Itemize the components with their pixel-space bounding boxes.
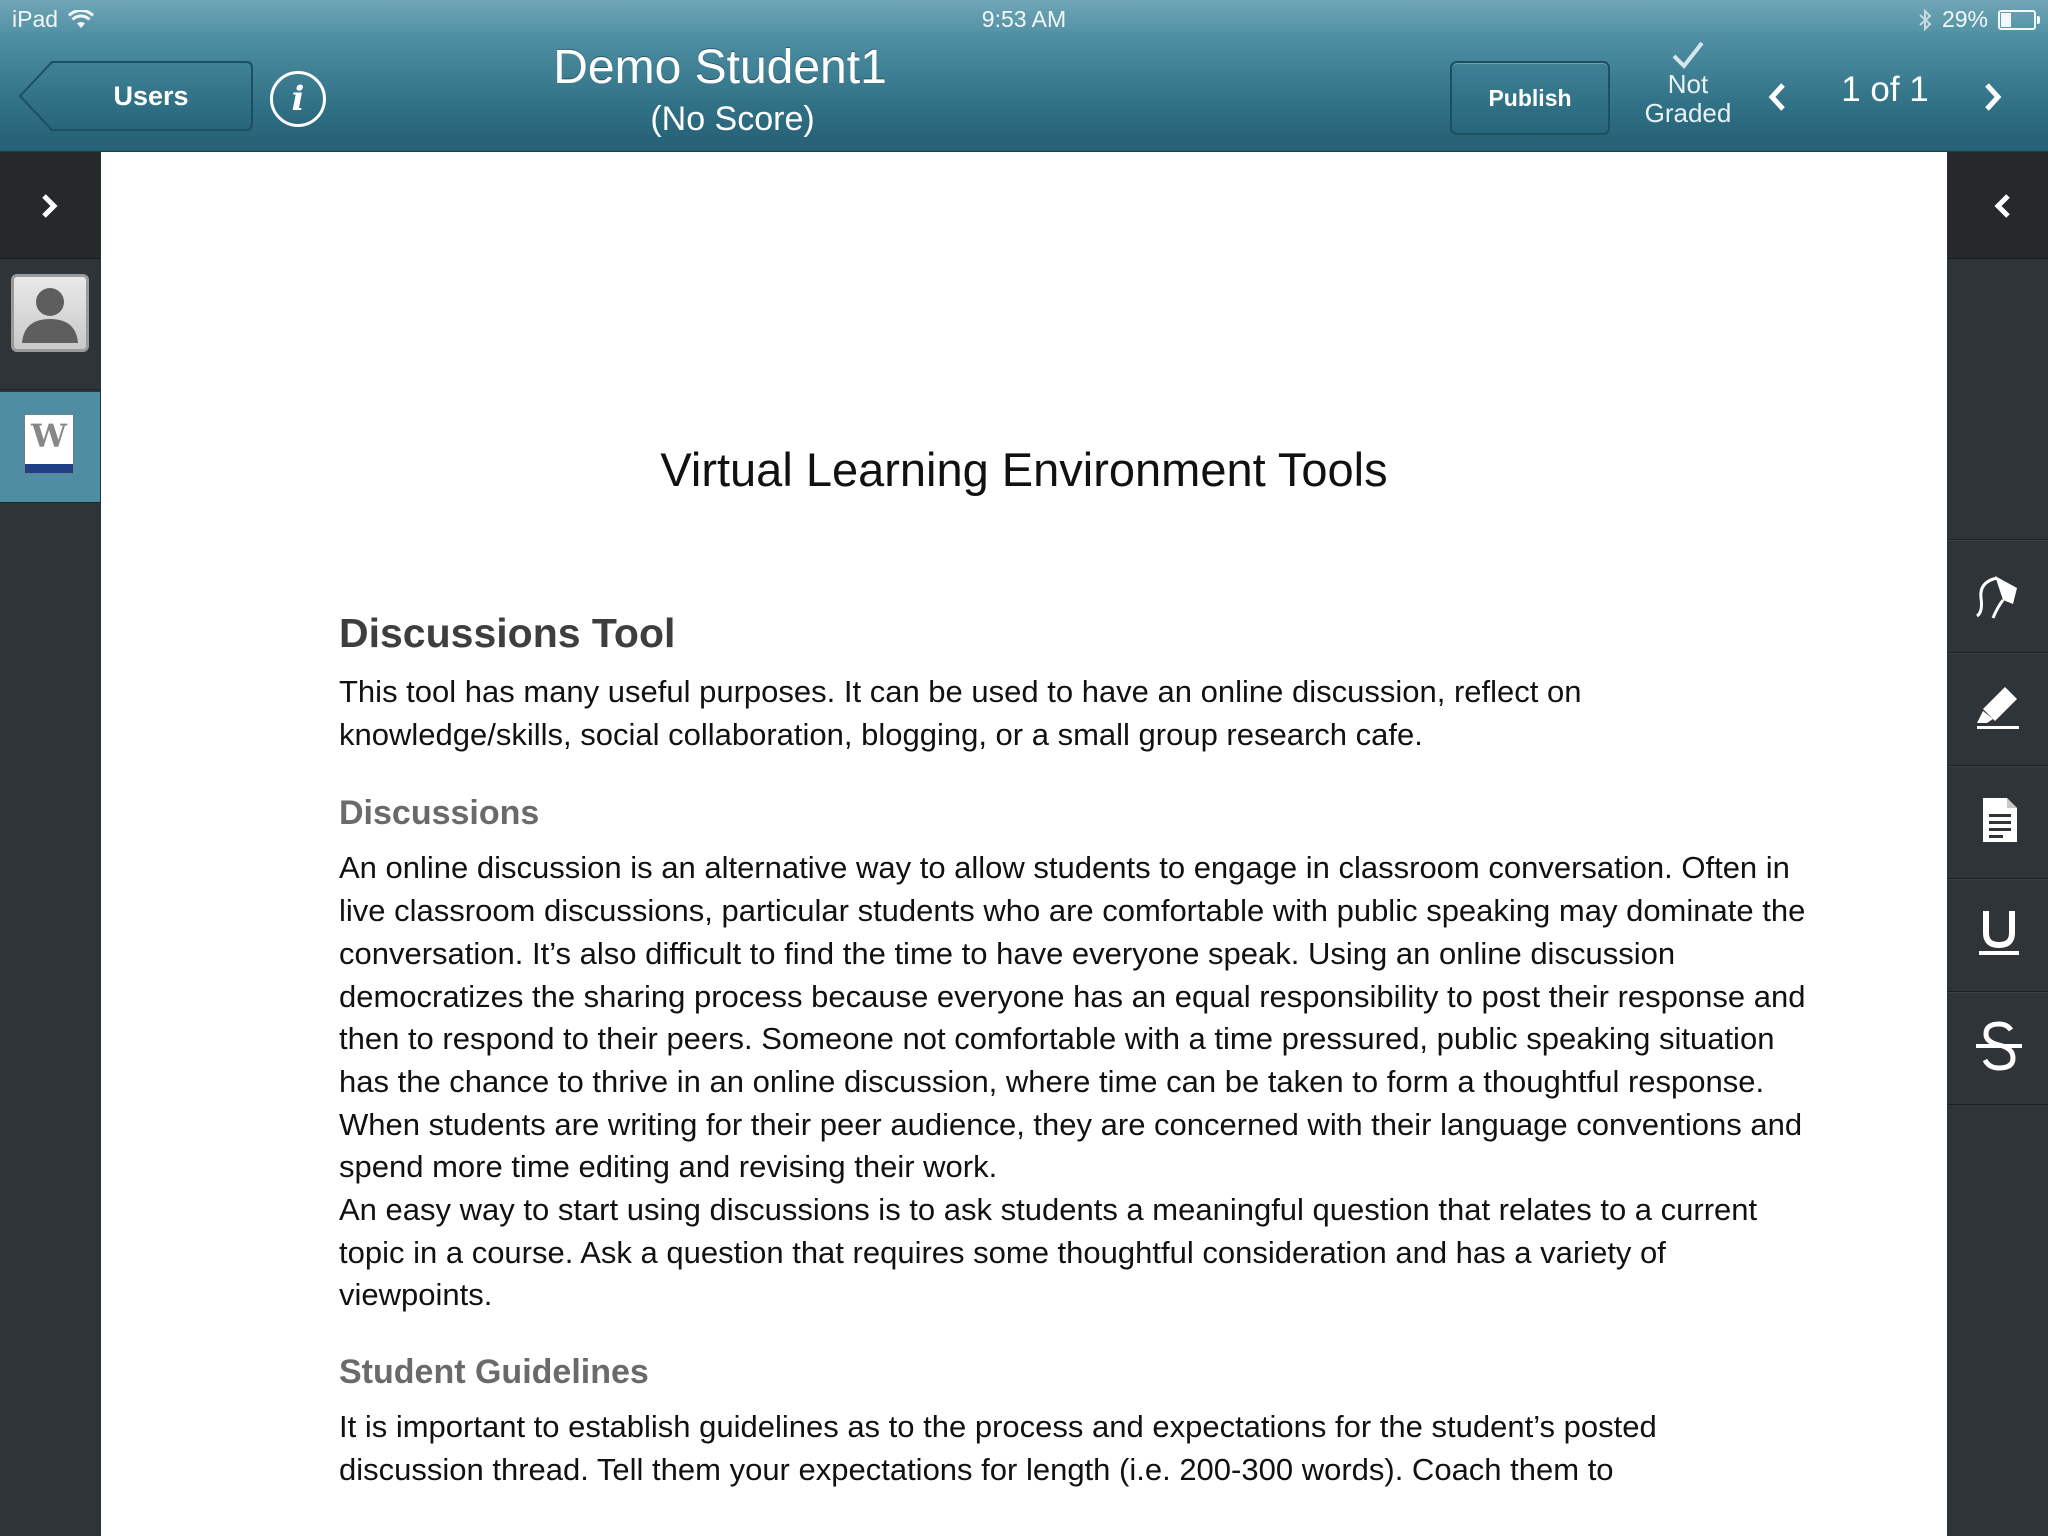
chevron-left-icon [1992, 192, 2014, 220]
word-doc-letter: W [31, 417, 67, 455]
word-doc-icon[interactable] [24, 414, 74, 474]
freehand-draw-tool[interactable] [1948, 540, 2048, 653]
users-back-button[interactable] [18, 60, 254, 132]
toolbar-spacer [1948, 259, 2048, 540]
document-title: Virtual Learning Environment Tools [660, 443, 1388, 496]
collapse-right-panel-button[interactable] [1948, 152, 2048, 259]
word-doc-bar [25, 464, 73, 473]
section-heading: Discussions Tool [339, 610, 676, 656]
bluetooth-icon [1918, 9, 1932, 31]
subsection-heading-guidelines: Student Guidelines [339, 1353, 649, 1392]
document-body [339, 610, 1809, 1492]
chevron-right-icon[interactable] [1980, 82, 2004, 112]
text-comment-tool[interactable] [1948, 766, 2048, 879]
highlighter-tool[interactable] [1948, 653, 2048, 766]
top-bar [0, 0, 2048, 152]
battery-fill [2001, 13, 2011, 27]
avatar-icon[interactable] [11, 274, 89, 352]
publish-button[interactable]: Publish [1450, 61, 1610, 135]
grade-status-line2: Graded [1644, 98, 1732, 128]
highlighter-icon [1973, 681, 2025, 733]
battery-icon [1998, 10, 2036, 30]
device-label: iPad [12, 6, 59, 32]
status-right [1918, 6, 2036, 33]
text-comment-icon [1973, 794, 2025, 846]
status-time: 9:53 AM [981, 6, 1067, 32]
document-viewer[interactable] [101, 152, 1947, 1536]
battery-percent: 29% [1941, 6, 1988, 32]
chevron-left-icon[interactable] [1766, 82, 1790, 112]
freehand-draw-icon [1973, 568, 2025, 620]
chevron-right-icon [38, 192, 60, 220]
paragraph: An online discussion is an alternative way to allow students to engage in classroom conversation. Often in live classroom discussions, particular students who are comfortable with public speaking may dominate the conversation. It’s also difficult to find the time to have everyone speak. Using an online discussion democratizes the sharing process because everyone has an equal responsibility to post their response and then to respond to their peers. Someone not comfortable with a time pressured, public speaking situation has the chance to thrive in an online discussion, where time can be taken to form a thoughtful response. When students are writing for their peer audience, they are concerned with their language conventions and spend more time editing and revising their work. [339, 850, 1806, 1185]
grade-status-button[interactable] [1630, 40, 1746, 128]
strikethrough-tool[interactable] [1948, 992, 2048, 1105]
paragraph: An easy way to start using discussions is to ask students a meaningful question that relates to a current topic in a course. Ask a question that requires some thoughtful consideration and has a variety of viewpoints. [339, 1192, 1758, 1313]
student-score: (No Score) [650, 100, 815, 138]
checkmark-icon [1671, 40, 1705, 70]
users-back-label: Users [113, 81, 189, 111]
annotation-toolbar [1948, 152, 2048, 1536]
section-intro: This tool has many useful purposes. It can be used to have an online discussion, reflect on knowledge/skills, social collaboration, blogging, or a small group research cafe. [339, 674, 1582, 752]
underline-tool[interactable] [1948, 879, 2048, 992]
expand-left-panel-button[interactable] [0, 152, 100, 259]
pager-count: 1 of 1 [1841, 70, 1929, 109]
grade-status-line1: Not [1667, 69, 1709, 99]
left-sidebar [0, 152, 100, 1536]
subsection-heading-discussions: Discussions [339, 794, 540, 833]
strikethrough-icon [1973, 1020, 2025, 1072]
paragraph: It is important to establish guidelines as to the process and expectations for the student’s posted discussion thread. Tell them your expectations for length (i.e. 200-300 words). Coach them to [339, 1409, 1657, 1487]
student-name: Demo Student1 [553, 41, 887, 94]
underline-icon [1973, 907, 2025, 959]
info-icon[interactable]: i [270, 71, 326, 127]
